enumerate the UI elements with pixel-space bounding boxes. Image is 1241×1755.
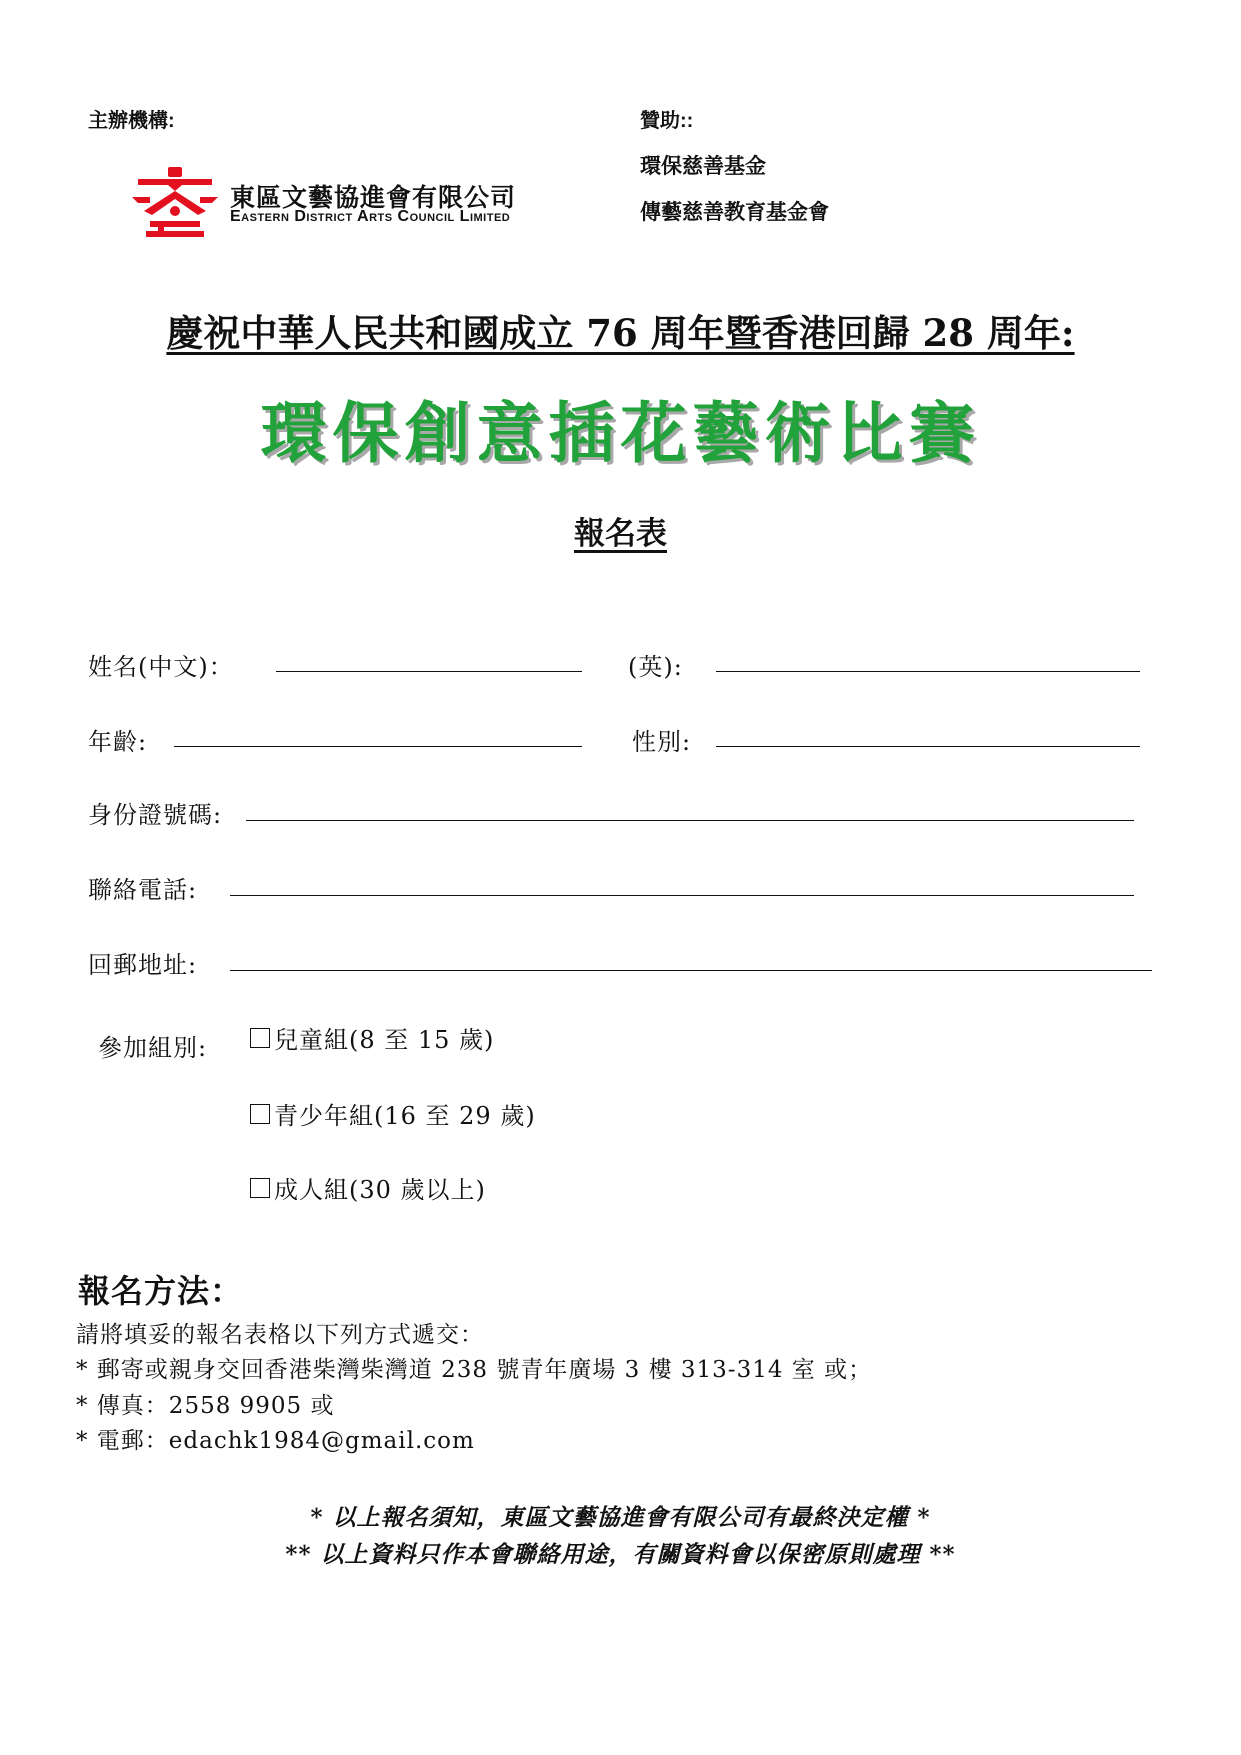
checkbox[interactable] (250, 1028, 270, 1048)
address-field[interactable] (230, 970, 1152, 971)
sponsor-name: 傳藝慈善教育基金會 (640, 201, 829, 224)
gender-field[interactable] (716, 746, 1140, 747)
event-heading: 慶祝中華人民共和國成立 76 周年暨香港回歸 28 周年: (166, 311, 1075, 355)
form-subtitle: 報名表 (574, 516, 667, 552)
category-option-youth[interactable] (250, 1096, 536, 1131)
note-final-decision: * 以上報名須知，東區文藝協進會有限公司有最終決定權 * (310, 1504, 931, 1531)
id-number-field[interactable] (246, 820, 1134, 821)
category-option-label: 青少年組(16 至 29 歲) (274, 1102, 536, 1130)
name-chinese-label: 姓名(中文)： (88, 653, 234, 681)
logo-name-chinese: 東區文藝協進會有限公司 (230, 184, 517, 212)
competition-title: 環保創意插花藝術比賽 (260, 394, 981, 472)
age-field[interactable] (174, 746, 582, 747)
category-option-children[interactable] (250, 1020, 494, 1055)
organizer-label: 主辦機構: (88, 110, 175, 132)
id-number-label: 身份證號碼: (88, 801, 223, 829)
phone-label: 聯絡電話: (88, 876, 198, 904)
phone-field[interactable] (230, 895, 1134, 896)
category-option-adult[interactable] (250, 1170, 486, 1205)
method-title: 報名方法： (78, 1272, 244, 1310)
category-label: 參加組別: (98, 1034, 208, 1062)
category-option-label: 兒童組(8 至 15 歲) (274, 1026, 495, 1054)
note-privacy: ** 以上資料只作本會聯絡用途，有關資料會以保密原則處理 ** (285, 1541, 956, 1568)
edac-logo-icon (130, 165, 220, 240)
method-intro: 請將填妥的報名表格以下列方式遞交： (76, 1322, 484, 1348)
name-english-field[interactable] (716, 671, 1140, 672)
age-label: 年齡: (88, 728, 148, 756)
sponsor-label: 贊助:: (640, 110, 694, 132)
gender-label: 性別: (632, 728, 692, 756)
method-item-fax: * 傳真：2558 9905 或 (76, 1393, 335, 1419)
name-chinese-field[interactable] (276, 671, 582, 672)
address-label: 回郵地址: (88, 951, 198, 979)
checkbox[interactable] (250, 1178, 270, 1198)
checkbox[interactable] (250, 1104, 270, 1124)
name-english-label: (英): (628, 653, 683, 681)
sponsor-name: 環保慈善基金 (640, 155, 766, 178)
category-option-label: 成人組(30 歲以上) (274, 1176, 486, 1204)
method-item-email: * 電郵：edachk1984@gmail.com (76, 1428, 475, 1454)
logo-name-english: Eastern District Arts Council Limited (230, 208, 511, 225)
method-item-mail: * 郵寄或親身交回香港柴灣柴灣道 238 號青年廣場 3 樓 313-314 室 或； (76, 1357, 873, 1383)
